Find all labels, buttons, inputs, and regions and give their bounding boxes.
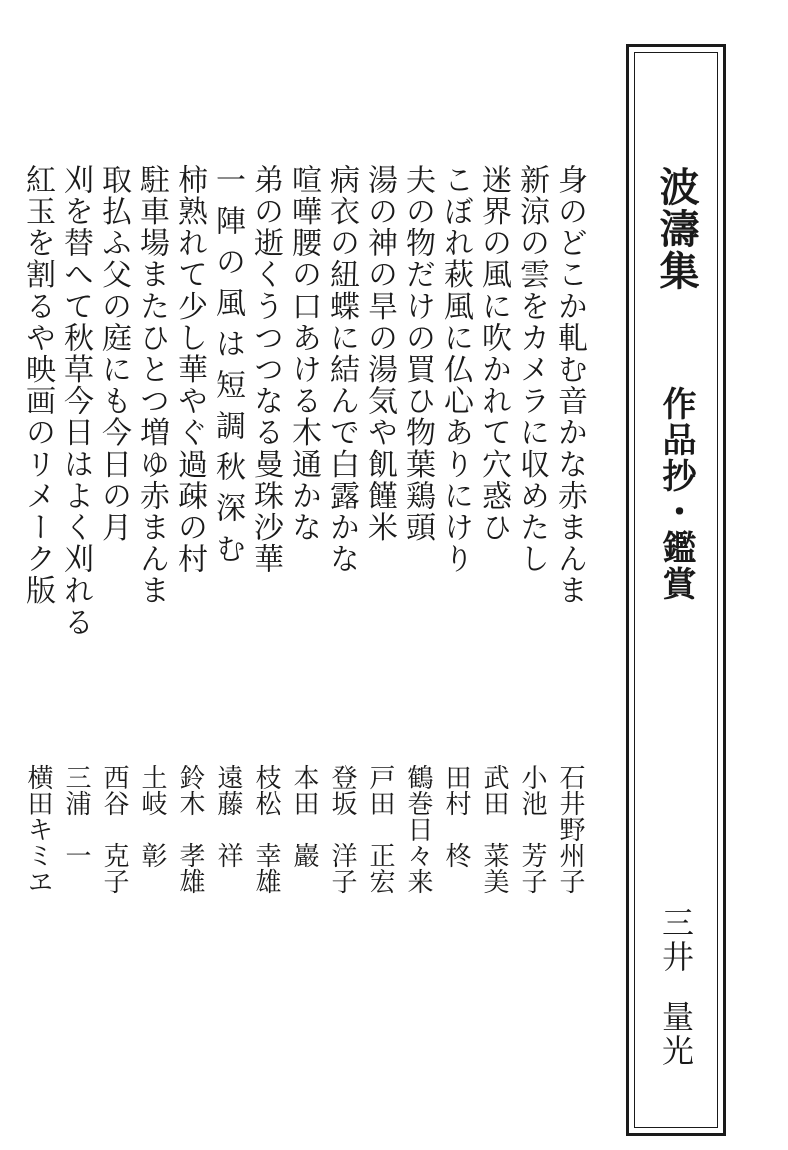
haiku-verse: 紅玉を割るや映画のリメーク版 bbox=[20, 164, 55, 607]
author-name: 土岐 彰 bbox=[137, 764, 167, 868]
author-name: 田村 柊 bbox=[441, 764, 471, 868]
collection-subtitle: 作品抄・鑑賞 bbox=[656, 386, 696, 602]
author-name: 遠藤 祥 bbox=[213, 764, 243, 868]
author-name: 鈴木 孝雄 bbox=[175, 764, 205, 894]
author-name: 西谷 克子 bbox=[99, 764, 129, 894]
haiku-verse: 刈を替へて秋草今日はよく刈れる bbox=[58, 164, 93, 638]
author-name: 登坂 洋子 bbox=[327, 764, 357, 894]
haiku-verse: こぼれ萩風に仏心ありにけり bbox=[438, 164, 473, 575]
haiku-verse: 弟の逝くうつつなる曼珠沙華 bbox=[248, 164, 283, 575]
author-name: 小池 芳子 bbox=[517, 764, 547, 894]
author-name: 鶴巻日々来 bbox=[403, 764, 433, 894]
haiku-verse: 夫の物だけの買ひ物葉鶏頭 bbox=[400, 164, 435, 544]
author-name: 戸田 正宏 bbox=[365, 764, 395, 894]
haiku-verse: 取払ふ父の庭にも今日の月 bbox=[96, 164, 131, 544]
haiku-verse: 喧嘩腰の口あける木通かな bbox=[286, 164, 321, 544]
haiku-verse: 湯の神の旱の湯気や飢饉米 bbox=[362, 164, 397, 544]
haiku-verse: 身のどこか軋む音かな赤まんま bbox=[552, 164, 587, 607]
haiku-verse: 一陣の風は短調秋深む bbox=[210, 164, 245, 574]
haiku-verse: 迷界の風に吹かれて穴惑ひ bbox=[476, 164, 511, 544]
author-name: 三浦 一 bbox=[61, 764, 91, 868]
haiku-verse: 新涼の雲をカメラに収めたし bbox=[514, 164, 549, 575]
author-name: 枝松 幸雄 bbox=[251, 764, 281, 894]
collection-title: 波濤集 bbox=[653, 166, 700, 292]
author-name: 本田 巖 bbox=[289, 764, 319, 868]
haiku-verse: 柿熟れて少し華やぐ過疎の村 bbox=[172, 164, 207, 575]
author-name: 石井野州子 bbox=[555, 764, 585, 894]
author-name: 武田 菜美 bbox=[479, 764, 509, 894]
byline-given-name: 量光 bbox=[657, 1000, 695, 1068]
haiku-verse: 駐車場またひとつ増ゆ赤まんま bbox=[134, 164, 169, 607]
byline-surname: 三井 bbox=[657, 906, 695, 974]
author-name: 横田キミヱ bbox=[23, 764, 53, 894]
haiku-verse: 病衣の紐蝶に結んで白露かな bbox=[324, 164, 359, 575]
